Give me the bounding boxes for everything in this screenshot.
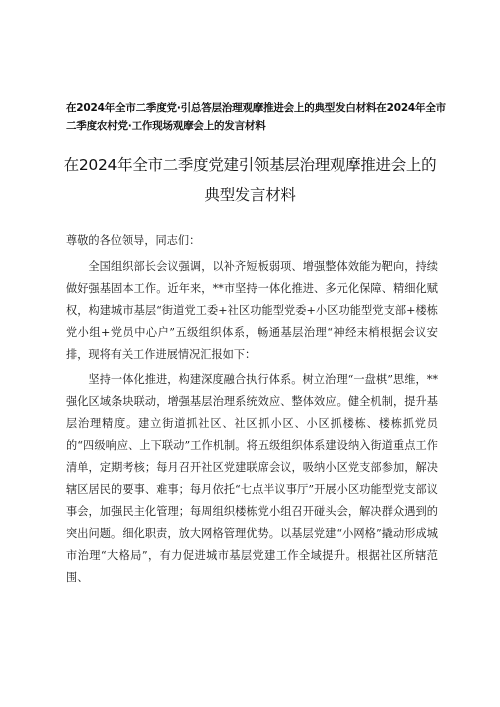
paragraph-2: 坚持一体化推进，构建深度融合执行体系。树立治理“一盘棋”思维，**强化区域条块联动，增强基层治理系统效应、整体效应。健全机制，提升基层治理精度。建立街道抓社区、社区抓小区、小区抓楼栋、楼栋抓党员的“四级响应、上下联动”工作机制。将五级组织体系建设纳入街道重点工作清单，定期考核；每月召开社区党建联席会议，吸纳小区党支部参加，解决辖区居民的要事、难事；每月依托“七点半议事厅”开展小区功能型党支部议事会，加强民主化管理；每周组织楼栋党小组召开碰头会，解决群众遇到的突出问题。细化职责，放大网格管理优势。以基层党建“小网格”撬动形成城市治理“大格局”，有力促进城市基层党建工作全域提升。根据社区所辖范围、 — [66, 373, 438, 584]
main-title-line-2: 典型发言材料 — [204, 186, 296, 204]
main-title — [60, 150, 440, 210]
document-body — [66, 230, 438, 592]
main-title-line-1: 在2024年全市二季度党建引领基层治理观摩推进会上的 — [63, 156, 437, 174]
paragraph-1: 全国组织部长会议强调，以补齐短板弱项、增强整体效能为靶向，持续做好强基固本工作。近年来，**市坚持一体化推进、多元化保障、精细化赋权，构建城市基层“街道党工委+社区功能型党委+小区功能型党支部+楼栋党小组+党员中心户”五级组织体系，畅通基层治理“神经末梢根据会议安排，现将有关工作进展情况汇报如下： — [66, 260, 438, 361]
document-header-title: 在2024年全市二季度党·引总答层治理观摩推进会上的典型发白材料在2024年全市二季度农村党·工作现场观摩会上的发言材料 — [66, 102, 446, 132]
salutation: 尊敬的各位领导，同志们： — [66, 234, 201, 247]
